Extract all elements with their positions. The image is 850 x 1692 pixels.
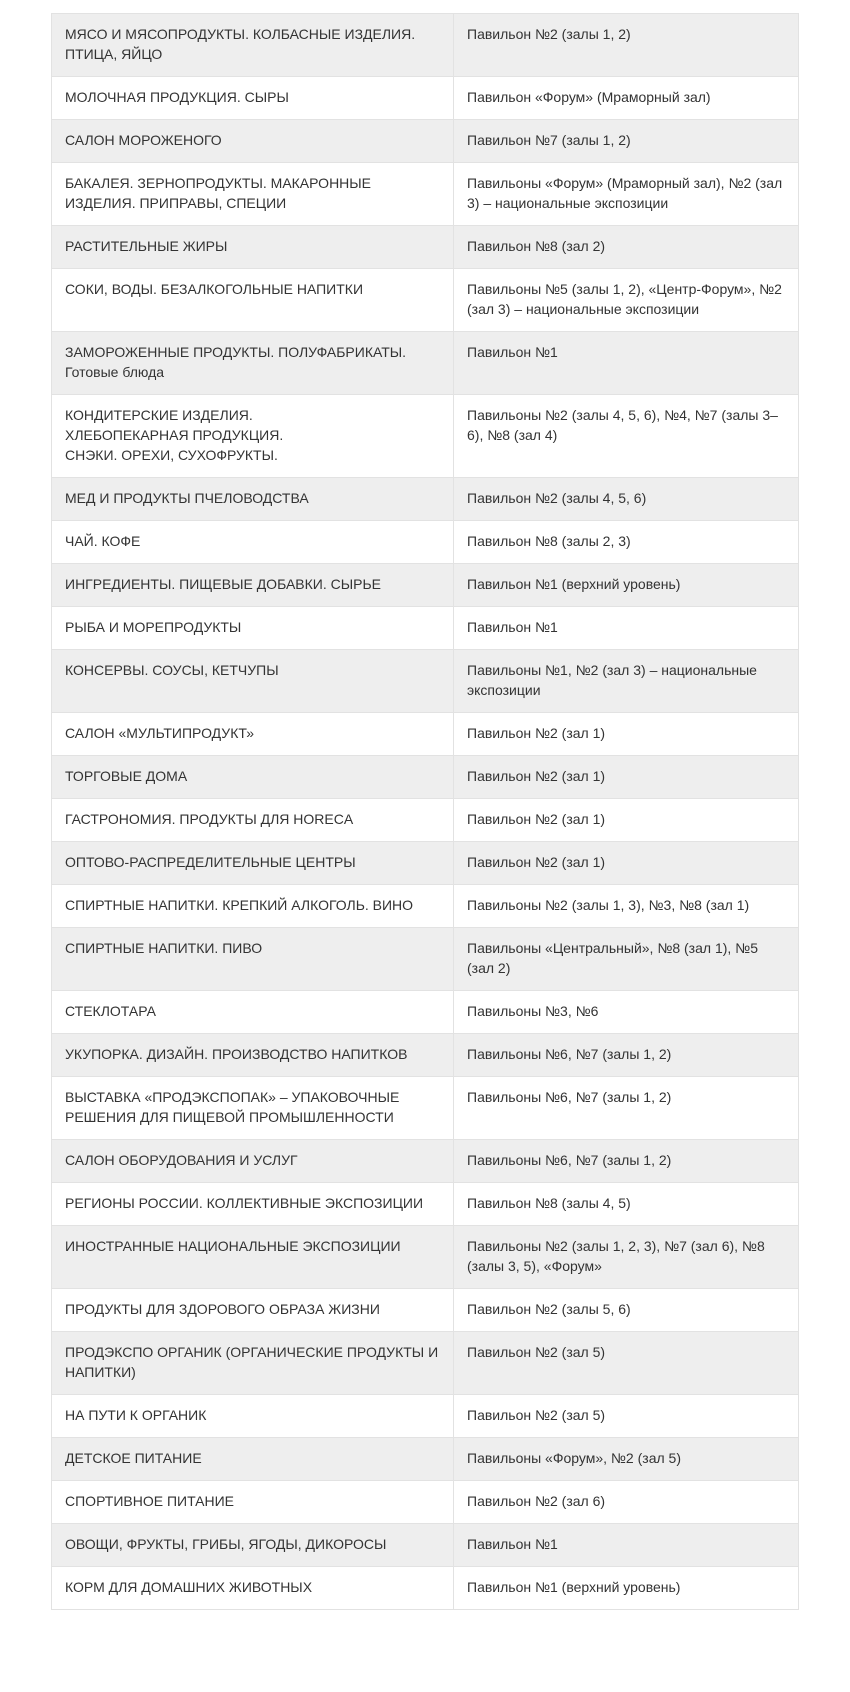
pavilion-location: Павильоны №1, №2 (зал 3) – национальные экспозиции [454,650,799,713]
section-cell [52,332,454,395]
table-row [52,842,799,885]
pavilion-location: Павильон №2 (зал 1) [454,799,799,842]
pavilion-location: Павильон №1 [454,607,799,650]
pavilion-location: Павильоны №6, №7 (залы 1, 2) [454,1077,799,1140]
table-row [52,1034,799,1077]
table-row [52,756,799,799]
section-cell [52,650,454,713]
table-row [52,1395,799,1438]
table-row [52,1289,799,1332]
section-cell [52,120,454,163]
pavilion-location: Павильон №2 (зал 6) [454,1481,799,1524]
section-cell [52,521,454,564]
section-name: КОНСЕРВЫ. СОУСЫ, КЕТЧУПЫ [65,662,279,678]
pavilion-location: Павильон №1 [454,1524,799,1567]
table-row [52,1567,799,1610]
table-row [52,226,799,269]
table-row [52,607,799,650]
pavilion-location: Павильон «Форум» (Мраморный зал) [454,77,799,120]
pavilion-location: Павильоны №5 (залы 1, 2), «Центр-Форум», №2 (зал 3) – национальные экспозиции [454,269,799,332]
section-name: ВЫСТАВКА «ПРОДЭКСПОПАК» – УПАКОВОЧНЫЕ РЕШЕНИЯ ДЛЯ ПИЩЕВОЙ ПРОМЫШЛЕННОСТИ [65,1089,400,1125]
section-cell [52,991,454,1034]
table-row [52,885,799,928]
section-cell [52,1481,454,1524]
table-row [52,163,799,226]
section-name: РЫБА И МОРЕПРОДУКТЫ [65,619,242,635]
section-name: ПРОДЭКСПО ОРГАНИК (ОРГАНИЧЕСКИЕ ПРОДУКТЫ И НАПИТКИ) [65,1344,439,1380]
section-name: САЛОН «МУЛЬТИПРОДУКТ» [65,725,255,741]
section-name: СПИРТНЫЕ НАПИТКИ. КРЕПКИЙ АЛКОГОЛЬ. ВИНО [65,897,414,913]
table-row [52,564,799,607]
section-cell [52,885,454,928]
section-name: САЛОН МОРОЖЕНОГО [65,132,222,148]
section-name: КОНДИТЕРСКИЕ ИЗДЕЛИЯ. [65,407,253,423]
section-name: ОВОЩИ, ФРУКТЫ, ГРИБЫ, ЯГОДЫ, ДИКОРОСЫ [65,1536,387,1552]
pavilion-location: Павильоны №6, №7 (залы 1, 2) [454,1140,799,1183]
section-name: САЛОН ОБОРУДОВАНИЯ И УСЛУГ [65,1152,298,1168]
table-row [52,521,799,564]
pavilion-location: Павильон №8 (залы 4, 5) [454,1183,799,1226]
section-cell [52,842,454,885]
section-name: ПРОДУКТЫ ДЛЯ ЗДОРОВОГО ОБРАЗА ЖИЗНИ [65,1301,380,1317]
table-row [52,120,799,163]
section-name: ДЕТСКОЕ ПИТАНИЕ [65,1450,202,1466]
pavilion-table-body [52,14,799,1610]
section-name: УКУПОРКА. ДИЗАЙН. ПРОИЗВОДСТВО НАПИТКОВ [65,1046,408,1062]
section-name: ИНОСТРАННЫЕ НАЦИОНАЛЬНЫЕ ЭКСПОЗИЦИИ [65,1238,401,1254]
pavilion-location: Павильон №2 (зал 5) [454,1332,799,1395]
section-name: МЯСО И МЯСОПРОДУКТЫ. КОЛБАСНЫЕ ИЗДЕЛИЯ. ПТИЦА, ЯЙЦО [65,26,416,62]
section-name: СПИРТНЫЕ НАПИТКИ. ПИВО [65,940,263,956]
pavilion-location: Павильон №2 (зал 1) [454,842,799,885]
section-cell [52,77,454,120]
pavilion-location: Павильоны №6, №7 (залы 1, 2) [454,1034,799,1077]
pavilion-location: Павильон №8 (зал 2) [454,226,799,269]
pavilion-location: Павильон №2 (залы 1, 2) [454,14,799,77]
section-cell [52,1140,454,1183]
table-row [52,1183,799,1226]
pavilion-location: Павильоны №2 (залы 1, 2, 3), №7 (зал 6), №8 (залы 3, 5), «Форум» [454,1226,799,1289]
section-name: ОПТОВО-РАСПРЕДЕЛИТЕЛЬНЫЕ ЦЕНТРЫ [65,854,356,870]
pavilion-location: Павильон №8 (залы 2, 3) [454,521,799,564]
pavilion-location: Павильон №7 (залы 1, 2) [454,120,799,163]
section-cell [52,1438,454,1481]
pavilion-location: Павильон №2 (залы 5, 6) [454,1289,799,1332]
section-name: СТЕКЛОТАРА [65,1003,156,1019]
section-name: РАСТИТЕЛЬНЫЕ ЖИРЫ [65,238,228,254]
table-row [52,1077,799,1140]
section-cell [52,226,454,269]
section-cell [52,564,454,607]
table-row [52,14,799,77]
pavilion-table [51,13,799,1610]
pavilion-table-container [51,13,798,1610]
section-name: СПОРТИВНОЕ ПИТАНИЕ [65,1493,235,1509]
section-cell [52,1567,454,1610]
pavilion-location: Павильон №2 (зал 5) [454,1395,799,1438]
section-cell [52,713,454,756]
table-row [52,991,799,1034]
section-cell [52,799,454,842]
pavilion-location: Павильон №2 (залы 4, 5, 6) [454,478,799,521]
pavilion-location: Павильон №2 (зал 1) [454,756,799,799]
section-cell [52,607,454,650]
section-cell [52,1226,454,1289]
section-name: КОРМ ДЛЯ ДОМАШНИХ ЖИВОТНЫХ [65,1579,313,1595]
section-cell [52,269,454,332]
table-row [52,1332,799,1395]
section-name: МЕД И ПРОДУКТЫ ПЧЕЛОВОДСТВА [65,490,309,506]
section-name: СОКИ, ВОДЫ. БЕЗАЛКОГОЛЬНЫЕ НАПИТКИ [65,281,364,297]
table-row [52,650,799,713]
section-cell [52,163,454,226]
section-name: ИНГРЕДИЕНТЫ. ПИЩЕВЫЕ ДОБАВКИ. СЫРЬЕ [65,576,381,592]
section-cell [52,756,454,799]
section-name: НА ПУТИ К ОРГАНИК [65,1407,207,1423]
section-cell [52,478,454,521]
section-name: ЗАМОРОЖЕННЫЕ ПРОДУКТЫ. ПОЛУФАБРИКАТЫ. Готовые блюда [65,344,407,380]
table-row [52,799,799,842]
table-row [52,269,799,332]
section-cell [52,395,454,478]
section-cell [52,1034,454,1077]
pavilion-location: Павильоны «Форум» (Мраморный зал), №2 (зал 3) – национальные экспозиции [454,163,799,226]
pavilion-location: Павильон №2 (зал 1) [454,713,799,756]
section-name: РЕГИОНЫ РОССИИ. КОЛЛЕКТИВНЫЕ ЭКСПОЗИЦИИ [65,1195,424,1211]
table-row [52,713,799,756]
section-cell [52,1524,454,1567]
table-row [52,1140,799,1183]
section-cell [52,1077,454,1140]
section-cell [52,1395,454,1438]
section-name: ГАСТРОНОМИЯ. ПРОДУКТЫ ДЛЯ HORECA [65,811,354,827]
section-cell [52,1183,454,1226]
table-row [52,77,799,120]
section-cell [52,928,454,991]
table-row [52,928,799,991]
table-row [52,332,799,395]
section-name: ХЛЕБОПЕКАРНАЯ ПРОДУКЦИЯ. [65,427,284,443]
table-row [52,395,799,478]
pavilion-location: Павильоны №2 (залы 4, 5, 6), №4, №7 (залы 3–6), №8 (зал 4) [454,395,799,478]
pavilion-location: Павильон №1 (верхний уровень) [454,564,799,607]
table-row [52,1226,799,1289]
table-row [52,1481,799,1524]
section-cell [52,1332,454,1395]
section-name: СНЭКИ. ОРЕХИ, СУХОФРУКТЫ. [65,447,278,463]
table-row [52,1438,799,1481]
pavilion-location: Павильоны №3, №6 [454,991,799,1034]
table-row [52,478,799,521]
section-cell [52,14,454,77]
section-name: БАКАЛЕЯ. ЗЕРНОПРОДУКТЫ. МАКАРОННЫЕ ИЗДЕЛИЯ. ПРИПРАВЫ, СПЕЦИИ [65,175,372,211]
section-name: МОЛОЧНАЯ ПРОДУКЦИЯ. СЫРЫ [65,89,289,105]
section-cell [52,1289,454,1332]
table-row [52,1524,799,1567]
pavilion-location: Павильоны «Центральный», №8 (зал 1), №5 (зал 2) [454,928,799,991]
section-name: ТОРГОВЫЕ ДОМА [65,768,188,784]
pavilion-location: Павильоны №2 (залы 1, 3), №3, №8 (зал 1) [454,885,799,928]
section-name: ЧАЙ. КОФЕ [65,533,141,549]
pavilion-location: Павильон №1 (верхний уровень) [454,1567,799,1610]
pavilion-location: Павильон №1 [454,332,799,395]
pavilion-location: Павильоны «Форум», №2 (зал 5) [454,1438,799,1481]
